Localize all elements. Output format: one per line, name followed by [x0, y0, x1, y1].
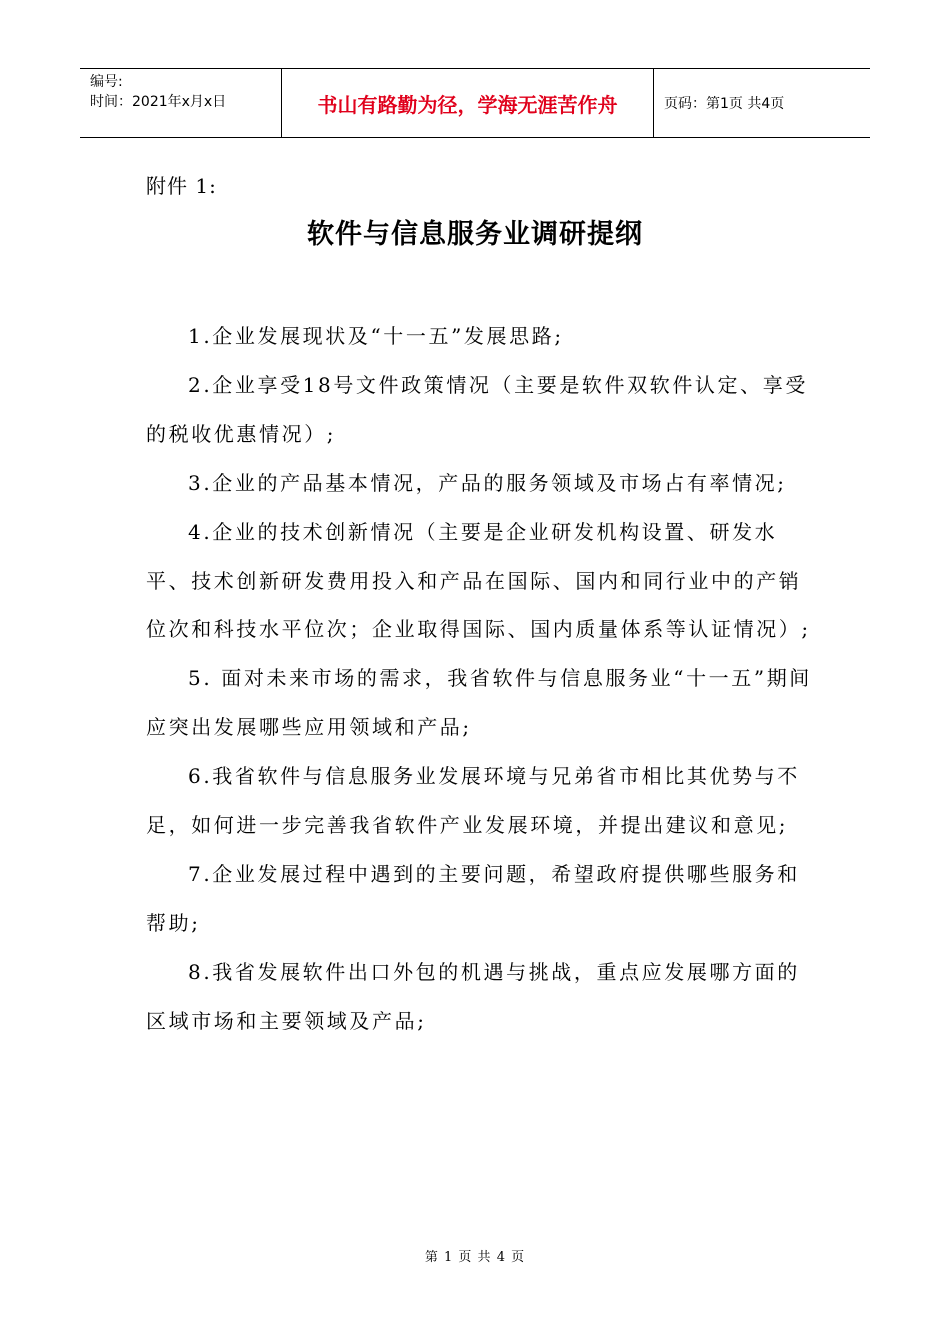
header-motto-cell	[282, 69, 654, 137]
header-motto: 书山有路勤为径，学海无涯苦作舟	[317, 92, 618, 117]
outline-item-6: 6.我省软件与信息服务业发展环境与兄弟省市相比其优势与不足，如何进一步完善我省软件产业发展环境，并提出建议和意见;	[146, 764, 800, 838]
document-number-label: 编号:	[90, 74, 123, 90]
outline-item-1: 1.企业发展现状及“十一五”发展思路;	[188, 324, 564, 348]
outline-item-8: 8.我省发展软件出口外包的机遇与挑战，重点应发展哪方面的区域市场和主要领域及产品;	[146, 959, 800, 1033]
outline-item-5: 5. 面对未来市场的需求，我省软件与信息服务业“十一五”期间应突出发展哪些应用领域和产品;	[146, 666, 812, 740]
outline-item-2: 2.企业享受18号文件政策情况（主要是软件双软件认定、享受的税收优惠情况）;	[146, 372, 808, 446]
attachment-label: 附件 1:	[146, 174, 217, 198]
outline-body	[146, 312, 812, 1046]
header-page-cell	[654, 69, 870, 137]
outline-item-7: 7.企业发展过程中遇到的主要问题，希望政府提供哪些服务和帮助;	[146, 861, 800, 935]
page-footer: 第 1 页 共 4 页	[424, 1250, 526, 1265]
outline-item-4: 4.企业的技术创新情况（主要是企业研发机构设置、研发水平、技术创新研发费用投入和产品在国际、国内和同行业中的产销位次和科技水平位次；企业取得国际、国内质量体系等认证情况）;	[146, 519, 811, 642]
document-date: 时间：2021年x月x日	[90, 94, 227, 110]
header-page-info: 页码：第1页 共4页	[664, 96, 785, 112]
outline-item-3: 3.企业的产品基本情况，产品的服务领域及市场占有率情况;	[188, 470, 787, 495]
document-title: 软件与信息服务业调研提纲	[307, 219, 643, 250]
page-header	[80, 68, 870, 138]
header-meta-cell	[80, 69, 282, 137]
